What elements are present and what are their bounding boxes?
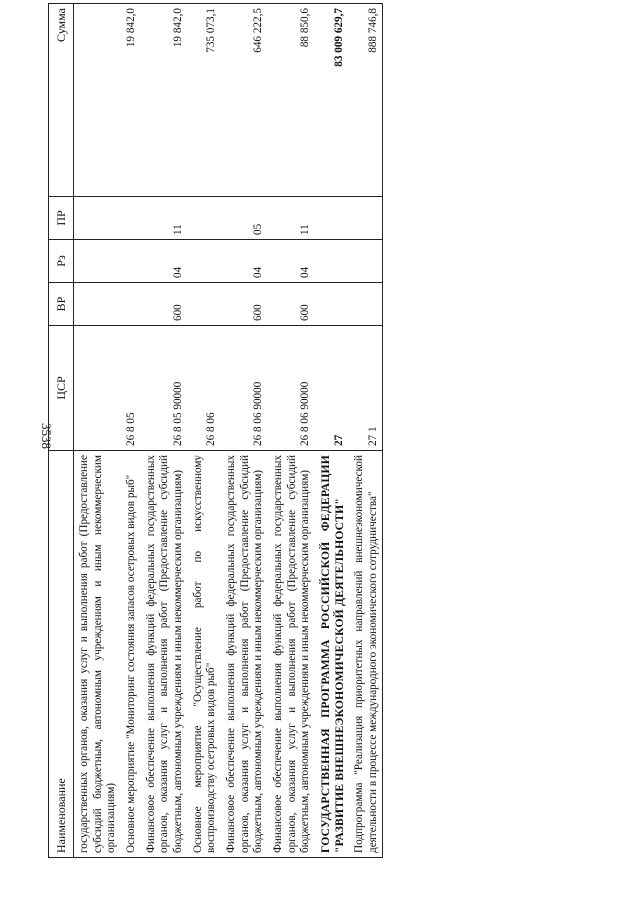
row-rz [74,240,121,283]
row-vr [121,283,141,326]
row-sum [74,4,121,197]
row-sum: 88 850,6 [268,4,315,197]
row-sum: 19 842,0 [121,4,141,197]
row-name: ГОСУДАРСТВЕННАЯ ПРОГРАММА РОССИЙСКОЙ ФЕДЕРАЦИИ "РАЗВИТИЕ ВНЕШНЕЭКОНОМИЧЕСКОЙ ДЕЯТЕЛЬНОСТИ" [315,451,349,858]
row-sum: 83 009 629,7 [315,4,349,197]
row-sum: 19 842,0 [141,4,188,197]
rotated-table-container [48,8,590,858]
row-pr [315,197,349,240]
row-vr: 600 [268,283,315,326]
row-pr: 05 [221,197,268,240]
row-name: Основное мероприятие "Осуществление работ по искусственному воспроизводству осетровых видов рыб" [188,451,221,858]
row-rz [315,240,349,283]
row-pr [74,197,121,240]
row-vr [349,283,383,326]
row-rz: 04 [268,240,315,283]
header-sum: Сумма [49,4,74,197]
header-name: Наименование [49,451,74,858]
table-row [74,4,121,858]
row-sum: 888 746,8 [349,4,383,197]
row-sum: 646 222,5 [221,4,268,197]
header-csr: ЦСР [49,326,74,451]
table-row [121,4,141,858]
row-rz [188,240,221,283]
row-rz: 04 [141,240,188,283]
row-pr [349,197,383,240]
header-rz: Рз [49,240,74,283]
table-row [268,4,315,858]
row-pr [121,197,141,240]
row-csr: 27 1 [349,326,383,451]
row-sum: 735 073,1 [188,4,221,197]
table-row [221,4,268,858]
budget-table [48,3,383,858]
row-rz: 04 [221,240,268,283]
table-frame [48,8,590,858]
table-header-row [49,4,74,858]
row-csr [74,326,121,451]
page-number: 3538 [39,423,54,449]
row-name: Подпрограмма "Реализация приоритетных направлений внешнеэкономической деятельности в процессе международного экономического сотрудничества" [349,451,383,858]
row-name: Финансовое обеспечение выполнения функций федеральных государственных органов, оказания услуг и выполнения работ (Предоставление субсидий бюджетным, автономным учреждениям и иным некоммерческим организациям) [221,451,268,858]
header-vr: ВР [49,283,74,326]
row-pr [188,197,221,240]
row-rz [121,240,141,283]
row-vr: 600 [141,283,188,326]
row-vr: 600 [221,283,268,326]
row-csr: 27 [315,326,349,451]
table-row [141,4,188,858]
row-name: Финансовое обеспечение выполнения функций федеральных государственных органов, оказания услуг и выполнения работ (Предоставление субсидий бюджетным, автономным учреждениям и иным некоммерческим организациям) [141,451,188,858]
row-csr: 26 8 05 [121,326,141,451]
row-vr [188,283,221,326]
row-vr [315,283,349,326]
row-csr: 26 8 06 [188,326,221,451]
row-pr: 11 [141,197,188,240]
header-pr: ПР [49,197,74,240]
row-csr: 26 8 06 90000 [268,326,315,451]
row-vr [74,283,121,326]
row-pr: 11 [268,197,315,240]
table-row [188,4,221,858]
row-rz [349,240,383,283]
row-csr: 26 8 06 90000 [221,326,268,451]
row-name: Финансовое обеспечение выполнения функций федеральных государственных органов, оказания услуг и выполнения работ (Предоставление субсидий бюджетным, автономным учреждениям и иным некоммерческим организациям) [268,451,315,858]
table-row [349,4,383,858]
table-row-program [315,4,349,858]
row-name: Основное мероприятие "Мониторинг состояния запасов осетровых видов рыб" [121,451,141,858]
row-csr: 26 8 05 90000 [141,326,188,451]
row-name: государственных органов, оказания услуг и выполнения работ (Предоставление субсидий бюджетным, автономным учреждениям и иным некоммерческим организациям) [74,451,121,858]
